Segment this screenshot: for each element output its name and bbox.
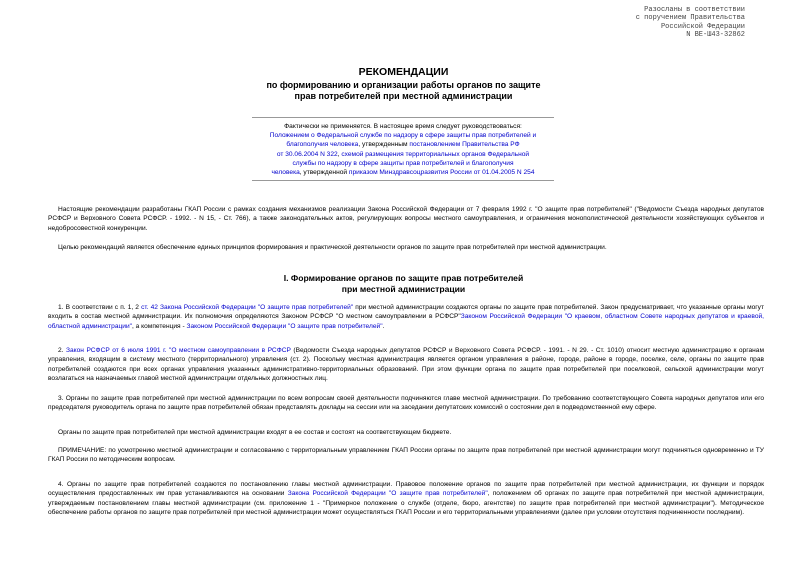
section-heading-line-1: I. Формирование органов по защите прав потребителей — [283, 273, 524, 283]
law-link[interactable]: Законом Российской Федерации "О краевом, областном Совете народных депутатов и краевой, областной администрации" — [48, 313, 764, 330]
paragraph-text: 1. В соответствии с п. 1, 2 — [58, 304, 142, 311]
subtitle-line-1: по формированию и организации работы органов по защите — [266, 80, 541, 90]
document-title: РЕКОМЕНДАЦИИ — [358, 66, 449, 78]
notice-link-decree[interactable]: постановлением Правительства РФ — [409, 141, 520, 149]
section-heading-line-2: при местной администрации — [341, 284, 466, 294]
law-link[interactable]: ст. 42 Закона Российской Федерации "О защите прав потребителей" — [141, 304, 354, 311]
paragraph-1 — [48, 303, 764, 331]
notice-text: , утвержденной — [299, 169, 349, 177]
paragraph-4: Органы по защите прав потребителей при местной администрации входят в ее состав и состоят на соответствующем бюджете. — [58, 429, 452, 436]
paragraph-text: при местной администрации создаются органы по защите прав потребителей. Закон предусматривает, что указанные органы могут входить в состав местной администрации. Их полномочия определяются Законом РСФСР "О местном самоуправлении в РСФСР" — [48, 304, 764, 321]
notice-link-scheme-cont[interactable]: службы по надзору в сфере защиты прав потребителей и благополучия — [292, 159, 514, 167]
paragraph-2 — [48, 346, 764, 384]
paragraph-4-organs — [48, 480, 764, 518]
law-link[interactable]: Закон РСФСР от 6 июля 1991 г. "О местном самоуправлении в РСФСР — [66, 347, 291, 354]
stamp-line: Разосланы в соответствии — [644, 6, 745, 14]
paragraph-text: , положением об органах по защите прав потребителей при местной администрации, утверждаемым постановлением главы местной администрации (см. приложение 1 - "Примерное положение о службе (отделе, бюро, агентстве) по защите прав потребителей при местной администрации"). Методическое обеспечение работы органов по защите прав потребителей при местной администрации может осуществляться ГКАП России и его территориальными управлениями (далее при условии отсутствия подчиненности последним). — [48, 490, 764, 517]
paragraph-text: (Ведомости Съезда народных депутатов РСФСР и Верховного Совета РСФСР. - 1991. - N 29. - Ст. 1010) относит местную администрацию к органам управления, входящим в систему местного (территориального) управления (ст. 2). Поскольку местная администрация является органом управления в районе, городе, районе в городе, поселке, селе, органы по защите прав потребителей создаются при всех органах управления указанных административно-территориальных образований. При этом функции органа по защите прав потребителей при поселковой, сельской администрации могут возлагаться на назначаемых главой местной администрации отдельных должностных лиц. — [48, 347, 764, 383]
notice-link-regulation-cont[interactable]: благополучия человека — [286, 141, 359, 149]
notice-text: , утвержденным — [358, 141, 410, 149]
law-link[interactable]: Законом Российской Федерации "О защите прав потребителей" — [186, 322, 383, 330]
applicability-notice — [252, 117, 554, 181]
notice-link-regulation[interactable]: Положением о Федеральной службе по надзору в сфере защиты прав потребителей и — [269, 132, 537, 140]
stamp-line: N ВЕ-Ш43-32862 — [686, 30, 745, 39]
notice-link-scheme-end[interactable]: человека — [271, 169, 300, 177]
paragraph-text: 2. — [58, 347, 67, 354]
paragraph-text: . — [382, 322, 385, 330]
law-link[interactable]: Закона Российской Федерации "О защите прав потребителей" — [287, 490, 488, 498]
subtitle-line-2: прав потребителей при местной администрации — [294, 91, 513, 101]
intro-paragraph-2: Целью рекомендаций является обеспечение единых принципов формирования и практической деятельности органов по защите прав потребителей при местной администрации. — [58, 244, 607, 251]
notice-link-order[interactable]: приказом Минздравсоцразвития России от 01.04.2005 N 254 — [348, 169, 535, 177]
distribution-stamp — [555, 6, 745, 39]
paragraph-text: , а компетенция - — [132, 322, 187, 330]
paragraph-text: 4. Органы по защите прав потребителей создаются по постановлению главы местной администрации. Правовое положение органов по защите прав потребителей при местной администрации, их функции и порядок осуществления предоставленных им прав устанавливаются на основании — [48, 481, 764, 498]
notice-link-decree-date[interactable]: от 30.06.2004 N 322 — [276, 150, 338, 158]
stamp-line: с поручением Правительства — [635, 14, 745, 23]
paragraph-note: ПРИМЕЧАНИЕ: по усмотрению местной администрации и согласованию с территориальным управлением ГКАП России органы по защите прав потребителей при местной администрации могут подчиняться одновременно и ТУ ГКАП России по методическим вопросам. — [48, 447, 764, 464]
notice-line: Фактически не применяется. В настоящее время следует руководствоваться: — [284, 123, 522, 130]
intro-paragraph-1: Настоящие рекомендации разработаны ГКАП России с рамках создания механизмов реализации Закона Российской Федерации от 7 февраля 1992 г. "О защите прав потребителей" ("Ведомости Съезда народных депутатов РСФСР и Верховного Совета РСФСР. - 1992. - N 15, - Ст. 766), а также законодательных актов, регулирующих вопросы местного самоуправления, и ограничения монополистической деятельности хозяйствующих субъектов и недобросовестной конкуренции. — [48, 206, 764, 232]
notice-text: , — [337, 150, 342, 158]
section-heading — [0, 273, 807, 295]
notice-link-scheme[interactable]: схемой размещения территориальных органов Федеральной — [341, 150, 530, 158]
document-subtitle — [0, 80, 807, 102]
stamp-line: Российской Федерации — [660, 22, 745, 31]
paragraph-3: 3. Органы по защите прав потребителей при местной администрации по всем вопросам своей деятельности подчиняются главе местной администрации. По требованию соответствующего Совета народных депутатов или его председателя руководитель органа по защите прав потребителей обязан представлять доклады на сессии или на заседании депутатских комиссий о состоянии дел в подведомственной ему сфере. — [48, 395, 764, 412]
